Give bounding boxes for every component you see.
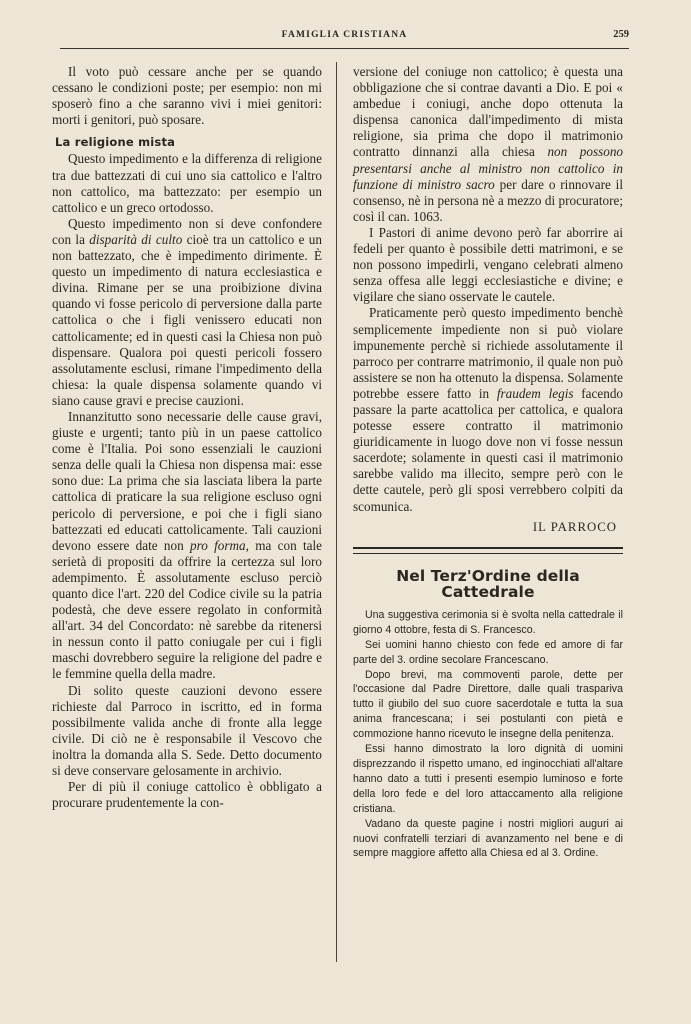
page-number: 259 bbox=[613, 29, 629, 40]
article-paragraph: Dopo brevi, ma commoventi parole, dette per l'occasione dal Padre Direttore, dalle quali traspariva tutto il giubilo del suo cuore sacerdotale e tutta la sua anima francescana; i sei postulanti con pietà e commozione hanno ricevuto le insegne della penitenza. bbox=[353, 668, 623, 741]
column-divider bbox=[336, 62, 337, 962]
header-title: FAMIGLIA CRISTIANA bbox=[281, 30, 408, 40]
right-column bbox=[353, 64, 623, 861]
emphasis-pro-forma: pro forma bbox=[189, 537, 246, 553]
paragraph-pastori: I Pastori di anime devono però far aborrire ai fedeli per quanto è possibile detti matrimoni, e se non possono impedirli, vengano celebrati almeno senza offesa alle leggi ecclesiastiche e divine; e vigilare che siano osservate le cautele. bbox=[353, 224, 623, 305]
left-column bbox=[52, 64, 322, 811]
paragraph-parroco: Di solito queste cauzioni devono essere richieste dal Parroco in iscritto, ed in forma possibilmente valida anche di fronte alla legge civile. Di ciò ne è responsabile il Vescovo che inoltra la domanda alla S. Sede. Detto documento si deve conservare gelosamente in archivio. bbox=[52, 682, 322, 779]
emphasis-fraudem: fraudem legis bbox=[496, 385, 574, 401]
paragraph-cauzioni: Innanzitutto sono necessarie delle cause gravi, giuste e urgenti; tanto più in un paese cattolico come è l'Italia. Poi sono essenziali le cauzioni senza delle quali la Chiesa non dispensa mai: esse sono due: La prima che sia lasciata libera la parte cattolica di praticare la sua religione escluso ogni pericolo di perversione, e poi che i figli siano battezzati ed educati cattolicamente. Tali cauzioni devono essere date non pro forma, ma con tale serietà di propositi da offrire la certezza sul loro adempimento. È assolutamente escluso perciò quanto dice l'art. 220 del Codice civile su la patria podestà, che deve essere regolato in conformità all'art. 34 del Concordato: nè sarebbe da ritenersi in nessun conto il patto coniugale per cui i figli maschi dovrebbero seguire la religione del padre e le femmine quella della madre. bbox=[52, 408, 322, 682]
paragraph-definition: Questo impedimento e la differenza di religione tra due battezzati di cui uno sia cattolico e l'altro non cattolico, ma battezzato: per esempio un cattolico e un greco ortodosso. bbox=[52, 151, 322, 215]
paragraph-praticamente: Praticamente però questo impedimento benchè semplicemente impediente non si può violare impunemente perchè si richiede assolutamente il parroco per contrarre matrimonio, il quale non può assistere se non ha ottenuto la dispensa. Solamente potrebbe essere fatto in fraudem legis facendo passare la parte acattolica per cattolica, e qualora potesse essere contratto il matrimonio giuridicamente in luogo dove non vi fosse nessun sacerdote; solamente in questi casi il matrimonio sarebbe valido ma illecito, sempre però con le dette cautele, però gli sposi verrebbero colpiti da scomunica. bbox=[353, 305, 624, 514]
paragraph-disparity: Questo impedimento non si deve confondere con la disparità di culto cioè tra un cattolico e un non battezzato, che è impedimento dirimente. È questo un impedimento di natura ecclesiastica e divina. Rimane per se una proibizione divina quando vi fosse pericolo di perversione dalla parte cattolica o che i figli venissero educati non cattolicamente; ed in questi casi la Chiesa non può dispensare. Qualora poi questi pericoli fossero assolutamente esclusi, rimane l'impedimento della chiesa: la quale dispensa solamente quando vi siano cause gravi e precise cauzioni. bbox=[52, 215, 322, 408]
running-header bbox=[60, 26, 629, 49]
article-divider bbox=[353, 547, 623, 554]
article-paragraph: Sei uomini hanno chiesto con fede ed amore di far parte del 3. ordine secolare Francescano. bbox=[353, 638, 623, 666]
paragraph-conversione: versione del coniuge non cattolico; è questa una obbligazione che si contrae davanti a Dio. E poi « ambedue i coniugi, anche dopo ottenuta la dispensa canonica dall'impedimento di mista religione, sia prima che dopo il matrimonio contratto dinnanzi alla chiesa non possono presentarsi anche al ministro non cattolico in funzione di ministro sacro per dare o rinnovare il consenso, nè in persona nè a mezzo di procuratore; così il can. 1063. bbox=[353, 64, 624, 224]
emphasis-canon: non possono presentarsi anche al ministro non cattolico in funzione di ministro sacro bbox=[353, 144, 624, 192]
signature: IL PARROCO bbox=[532, 519, 617, 534]
paragraph-vow: Il voto può cessare anche per se quando cessano le condizioni poste; per esempio: non mi sposerò fino a che saranno vivi i miei genitori: morti i genitori, può sposare. bbox=[52, 64, 322, 128]
article-paragraph: Una suggestiva cerimonia si è svolta nella cattedrale il giorno 4 ottobre, festa di S. Francesco. bbox=[353, 608, 623, 636]
article-paragraph: Essi hanno dimostrato la loro dignità di uomini disprezzando il rispetto umano, ed inginocchiati all'altare hanno dato a tutti i presenti esempio luminoso e forte della loro fede e del loro attaccamento alla religione cristiana. bbox=[353, 743, 623, 815]
article-paragraph: Vadano da queste pagine i nostri migliori auguri ai nuovi confratelli terziari di avanzamento nel bene e di sempre maggiore affetto alla Chiesa ed al 3. Ordine. bbox=[353, 817, 623, 860]
article-title: Nel Terz'Ordine della Cattedrale bbox=[396, 566, 580, 601]
emphasis-disparita: disparità di culto bbox=[89, 231, 183, 247]
section-heading: La religione mista bbox=[55, 135, 176, 150]
paragraph-coniuge: Per di più il coniuge cattolico è obbligato a procurare prudentemente la con- bbox=[52, 779, 322, 811]
article-body bbox=[353, 608, 623, 861]
